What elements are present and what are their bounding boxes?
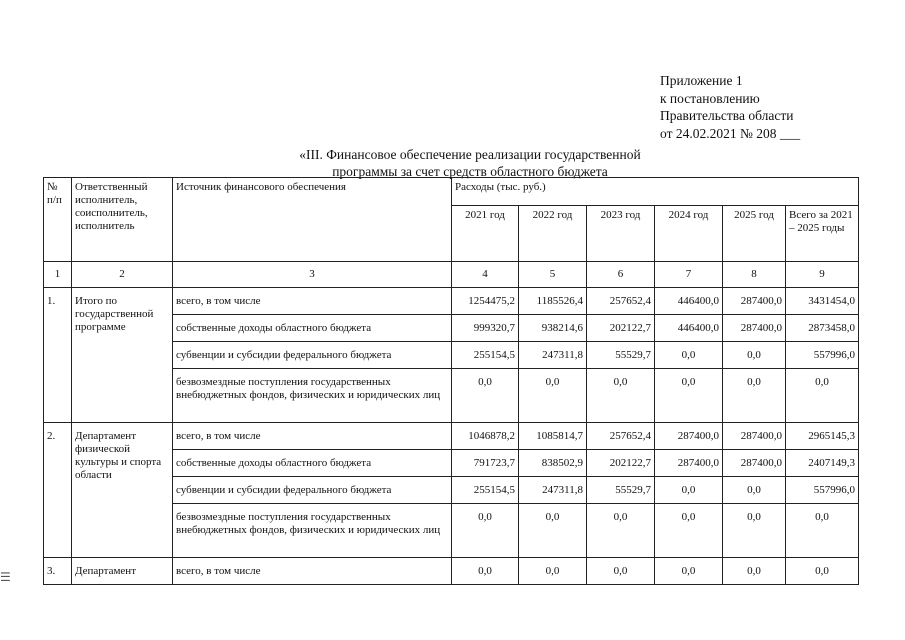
row-source: всего, в том числе bbox=[173, 558, 452, 585]
appendix-line: Правительства области bbox=[660, 108, 794, 123]
appendix-header bbox=[660, 72, 800, 142]
header-year-2021: 2021 год bbox=[452, 206, 519, 262]
row-value: 0,0 bbox=[452, 369, 519, 423]
row-source: безвозмездные поступления государственных внебюджетных фондов, физических и юридических лиц bbox=[173, 369, 452, 423]
row-value: 0,0 bbox=[452, 504, 519, 558]
row-value: 255154,5 bbox=[452, 342, 519, 369]
header-expenses: Расходы (тыс. руб.) bbox=[452, 178, 859, 206]
header-executor: Ответственный исполнитель, соисполнитель, исполнитель bbox=[72, 178, 173, 262]
row-value: 287400,0 bbox=[655, 423, 723, 450]
row-value: 557996,0 bbox=[786, 342, 859, 369]
row-value: 0,0 bbox=[723, 558, 786, 585]
row-value: 0,0 bbox=[655, 342, 723, 369]
row-number: 1. bbox=[44, 288, 72, 423]
row-source: собственные доходы областного бюджета bbox=[173, 450, 452, 477]
row-value: 0,0 bbox=[587, 504, 655, 558]
row-number: 3. bbox=[44, 558, 72, 585]
table-row bbox=[44, 558, 859, 585]
margin-mark: ☰ bbox=[0, 570, 11, 584]
row-value: 0,0 bbox=[723, 369, 786, 423]
appendix-line: к постановлению bbox=[660, 90, 760, 106]
row-value: 446400,0 bbox=[655, 288, 723, 315]
column-number-cell: 1 bbox=[44, 262, 72, 288]
row-value: 0,0 bbox=[519, 504, 587, 558]
row-value: 247311,8 bbox=[519, 342, 587, 369]
row-value: 255154,5 bbox=[452, 477, 519, 504]
row-value: 1046878,2 bbox=[452, 423, 519, 450]
row-value: 0,0 bbox=[786, 369, 859, 423]
row-value: 0,0 bbox=[655, 558, 723, 585]
row-value: 257652,4 bbox=[587, 423, 655, 450]
header-total: Всего за 2021 – 2025 годы bbox=[786, 206, 859, 262]
table-row bbox=[44, 288, 859, 315]
row-value: 3431454,0 bbox=[786, 288, 859, 315]
row-value: 202122,7 bbox=[587, 315, 655, 342]
row-value: 257652,4 bbox=[587, 288, 655, 315]
row-value: 0,0 bbox=[786, 558, 859, 585]
row-value: 287400,0 bbox=[723, 288, 786, 315]
row-value: 1254475,2 bbox=[452, 288, 519, 315]
row-executor: Итого по государственной программе bbox=[72, 288, 173, 423]
column-number-cell: 2 bbox=[72, 262, 173, 288]
row-executor: Департамент физической культуры и спорта области bbox=[72, 423, 173, 558]
row-number: 2. bbox=[44, 423, 72, 558]
header-source: Источник финансового обеспечения bbox=[173, 178, 452, 262]
row-source: всего, в том числе bbox=[173, 288, 452, 315]
row-value: 247311,8 bbox=[519, 477, 587, 504]
title-line: «III. Финансовое обеспечение реализации государственной bbox=[299, 147, 641, 162]
row-source: всего, в том числе bbox=[173, 423, 452, 450]
row-value: 55529,7 bbox=[587, 477, 655, 504]
row-value: 0,0 bbox=[723, 504, 786, 558]
row-value: 0,0 bbox=[452, 558, 519, 585]
row-value: 0,0 bbox=[655, 504, 723, 558]
row-source: субвенции и субсидии федерального бюджета bbox=[173, 342, 452, 369]
column-number-row bbox=[44, 262, 859, 288]
row-value: 1085814,7 bbox=[519, 423, 587, 450]
column-number-cell: 3 bbox=[173, 262, 452, 288]
table-row bbox=[44, 423, 859, 450]
row-value: 446400,0 bbox=[655, 315, 723, 342]
financing-table bbox=[43, 177, 859, 585]
title-line: программы за счет средств областного бюджета bbox=[332, 164, 608, 179]
column-number-cell: 8 bbox=[723, 262, 786, 288]
row-value: 557996,0 bbox=[786, 477, 859, 504]
appendix-line: Приложение 1 bbox=[660, 73, 743, 88]
row-value: 55529,7 bbox=[587, 342, 655, 369]
row-value: 938214,6 bbox=[519, 315, 587, 342]
header-year-2022: 2022 год bbox=[519, 206, 587, 262]
column-number-cell: 6 bbox=[587, 262, 655, 288]
row-value: 0,0 bbox=[587, 369, 655, 423]
row-value: 0,0 bbox=[519, 369, 587, 423]
row-value: 0,0 bbox=[587, 558, 655, 585]
section-title bbox=[200, 146, 740, 180]
row-source: собственные доходы областного бюджета bbox=[173, 315, 452, 342]
row-value: 0,0 bbox=[655, 369, 723, 423]
column-number-cell: 4 bbox=[452, 262, 519, 288]
header-year-2024: 2024 год bbox=[655, 206, 723, 262]
row-value: 999320,7 bbox=[452, 315, 519, 342]
row-value: 287400,0 bbox=[723, 423, 786, 450]
row-value: 1185526,4 bbox=[519, 288, 587, 315]
row-value: 0,0 bbox=[519, 558, 587, 585]
row-source: субвенции и субсидии федерального бюджета bbox=[173, 477, 452, 504]
row-source: безвозмездные поступления государственных внебюджетных фондов, физических и юридических лиц bbox=[173, 504, 452, 558]
column-number-cell: 5 bbox=[519, 262, 587, 288]
row-value: 287400,0 bbox=[723, 450, 786, 477]
row-value: 0,0 bbox=[723, 477, 786, 504]
column-number-cell: 9 bbox=[786, 262, 859, 288]
row-executor: Департамент bbox=[72, 558, 173, 585]
row-value: 0,0 bbox=[723, 342, 786, 369]
header-num: № п/п bbox=[44, 178, 72, 262]
row-value: 2407149,3 bbox=[786, 450, 859, 477]
row-value: 287400,0 bbox=[723, 315, 786, 342]
column-number-cell: 7 bbox=[655, 262, 723, 288]
row-value: 0,0 bbox=[655, 477, 723, 504]
row-value: 791723,7 bbox=[452, 450, 519, 477]
header-year-2023: 2023 год bbox=[587, 206, 655, 262]
row-value: 287400,0 bbox=[655, 450, 723, 477]
appendix-line: от 24.02.2021 № 208 ___ bbox=[660, 125, 801, 141]
row-value: 2965145,3 bbox=[786, 423, 859, 450]
row-value: 838502,9 bbox=[519, 450, 587, 477]
header-year-2025: 2025 год bbox=[723, 206, 786, 262]
row-value: 0,0 bbox=[786, 504, 859, 558]
row-value: 2873458,0 bbox=[786, 315, 859, 342]
row-value: 202122,7 bbox=[587, 450, 655, 477]
